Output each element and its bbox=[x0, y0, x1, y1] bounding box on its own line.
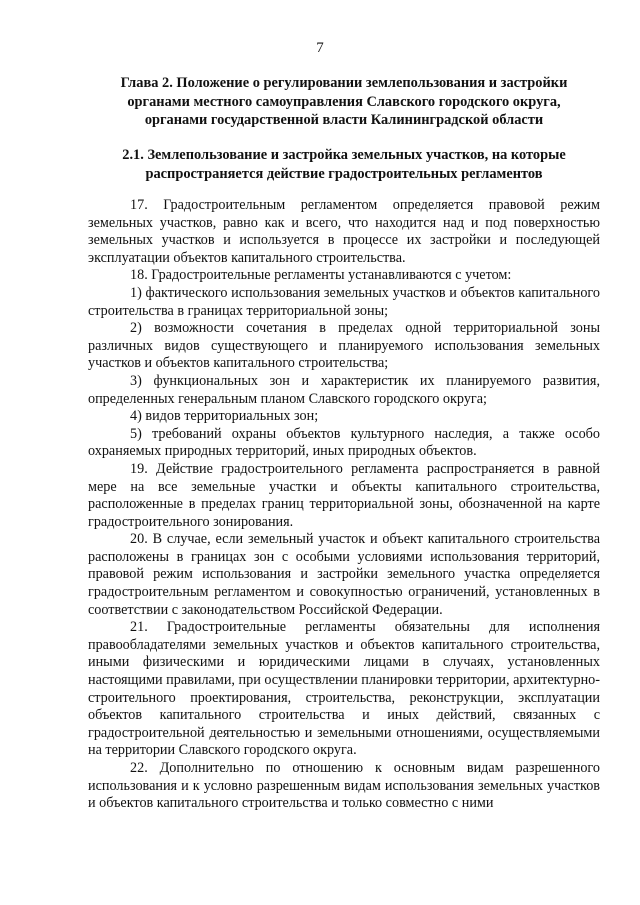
list-item-5: 5) требований охраны объектов культурного наследия, а также особо охраняемых природных территорий, иных природных объектов. bbox=[88, 425, 600, 460]
paragraph-22: 22. Дополнительно по отношению к основным видам разрешенного использования и к условно разрешенным видам использования земельных участков и объектов капитального строительства и только совместно с ними bbox=[88, 760, 600, 812]
paragraph-17: 17. Градостроительным регламентом определяется правовой режим земельных участков, равно как и всего, что находится над и под поверхностью земельных участков и используется в процессе их застройки и последующей эксплуатации объектов капитального строительства. bbox=[88, 197, 600, 266]
list-item-4: 4) видов территориальных зон; bbox=[130, 408, 319, 425]
document-body bbox=[88, 197, 600, 813]
paragraph-18: 18. Градостроительные регламенты устанавливаются с учетом: bbox=[130, 267, 512, 284]
paragraph-19: 19. Действие градостроительного регламента распространяется в равной мере на все земельные участки и объекты капитального строительства, расположенные в пределах границ территориальной зоны, обозначенной на карте градостроительного зонирования. bbox=[88, 460, 600, 530]
chapter-title-line: органами государственной власти Калининградской области bbox=[144, 112, 544, 128]
list-item-1: 1) фактического использования земельных участков и объектов капитального строительства в границах территориальной зоны; bbox=[88, 284, 600, 319]
list-item-3: 3) функциональных зон и характеристик их планируемого развития, определенных генеральным планом Славского городского округа; bbox=[88, 372, 600, 407]
list-item-2: 2) возможности сочетания в пределах одной территориальной зоны различных видов существующего и планируемого использования земельных участков и объектов капитального строительства; bbox=[88, 320, 600, 372]
paragraph-20: 20. В случае, если земельный участок и объект капитального строительства расположены в границах зон с особыми условиями использования территорий, правовой режим использования и застройки земельного участка определяется градостроительным регламентом и совокупностью ограничений, установленных в соответствии с законодательством Российской Федерации. bbox=[88, 531, 600, 618]
chapter-title-line: органами местного самоуправления Славского городского округа, bbox=[127, 93, 561, 110]
section-title-line: распространяется действие градостроительных регламентов bbox=[145, 165, 543, 182]
chapter-title bbox=[88, 74, 600, 130]
chapter-title-line: Глава 2. Положение о регулировании землепользования и застройки bbox=[120, 75, 568, 91]
paragraph-21: 21. Градостроительные регламенты обязательны для исполнения правообладателями земельных участков и объектов капитального строительства, иными физическими и юридическими лицами в случаях, установленных настоящими правилами, при осуществлении планировки территории, архитектурно-строительного проектирования, строительства, реконструкции, эксплуатации объектов капитального строительства и иных действий, связанных с градостроительной деятельностью и земельными отношениями, осуществляемыми на территории Славского городского округа. bbox=[88, 619, 600, 759]
page-number: 7 bbox=[316, 40, 324, 56]
section-title bbox=[88, 146, 600, 183]
section-title-line: 2.1. Землепользование и застройка земельных участков, на которые bbox=[122, 147, 566, 163]
